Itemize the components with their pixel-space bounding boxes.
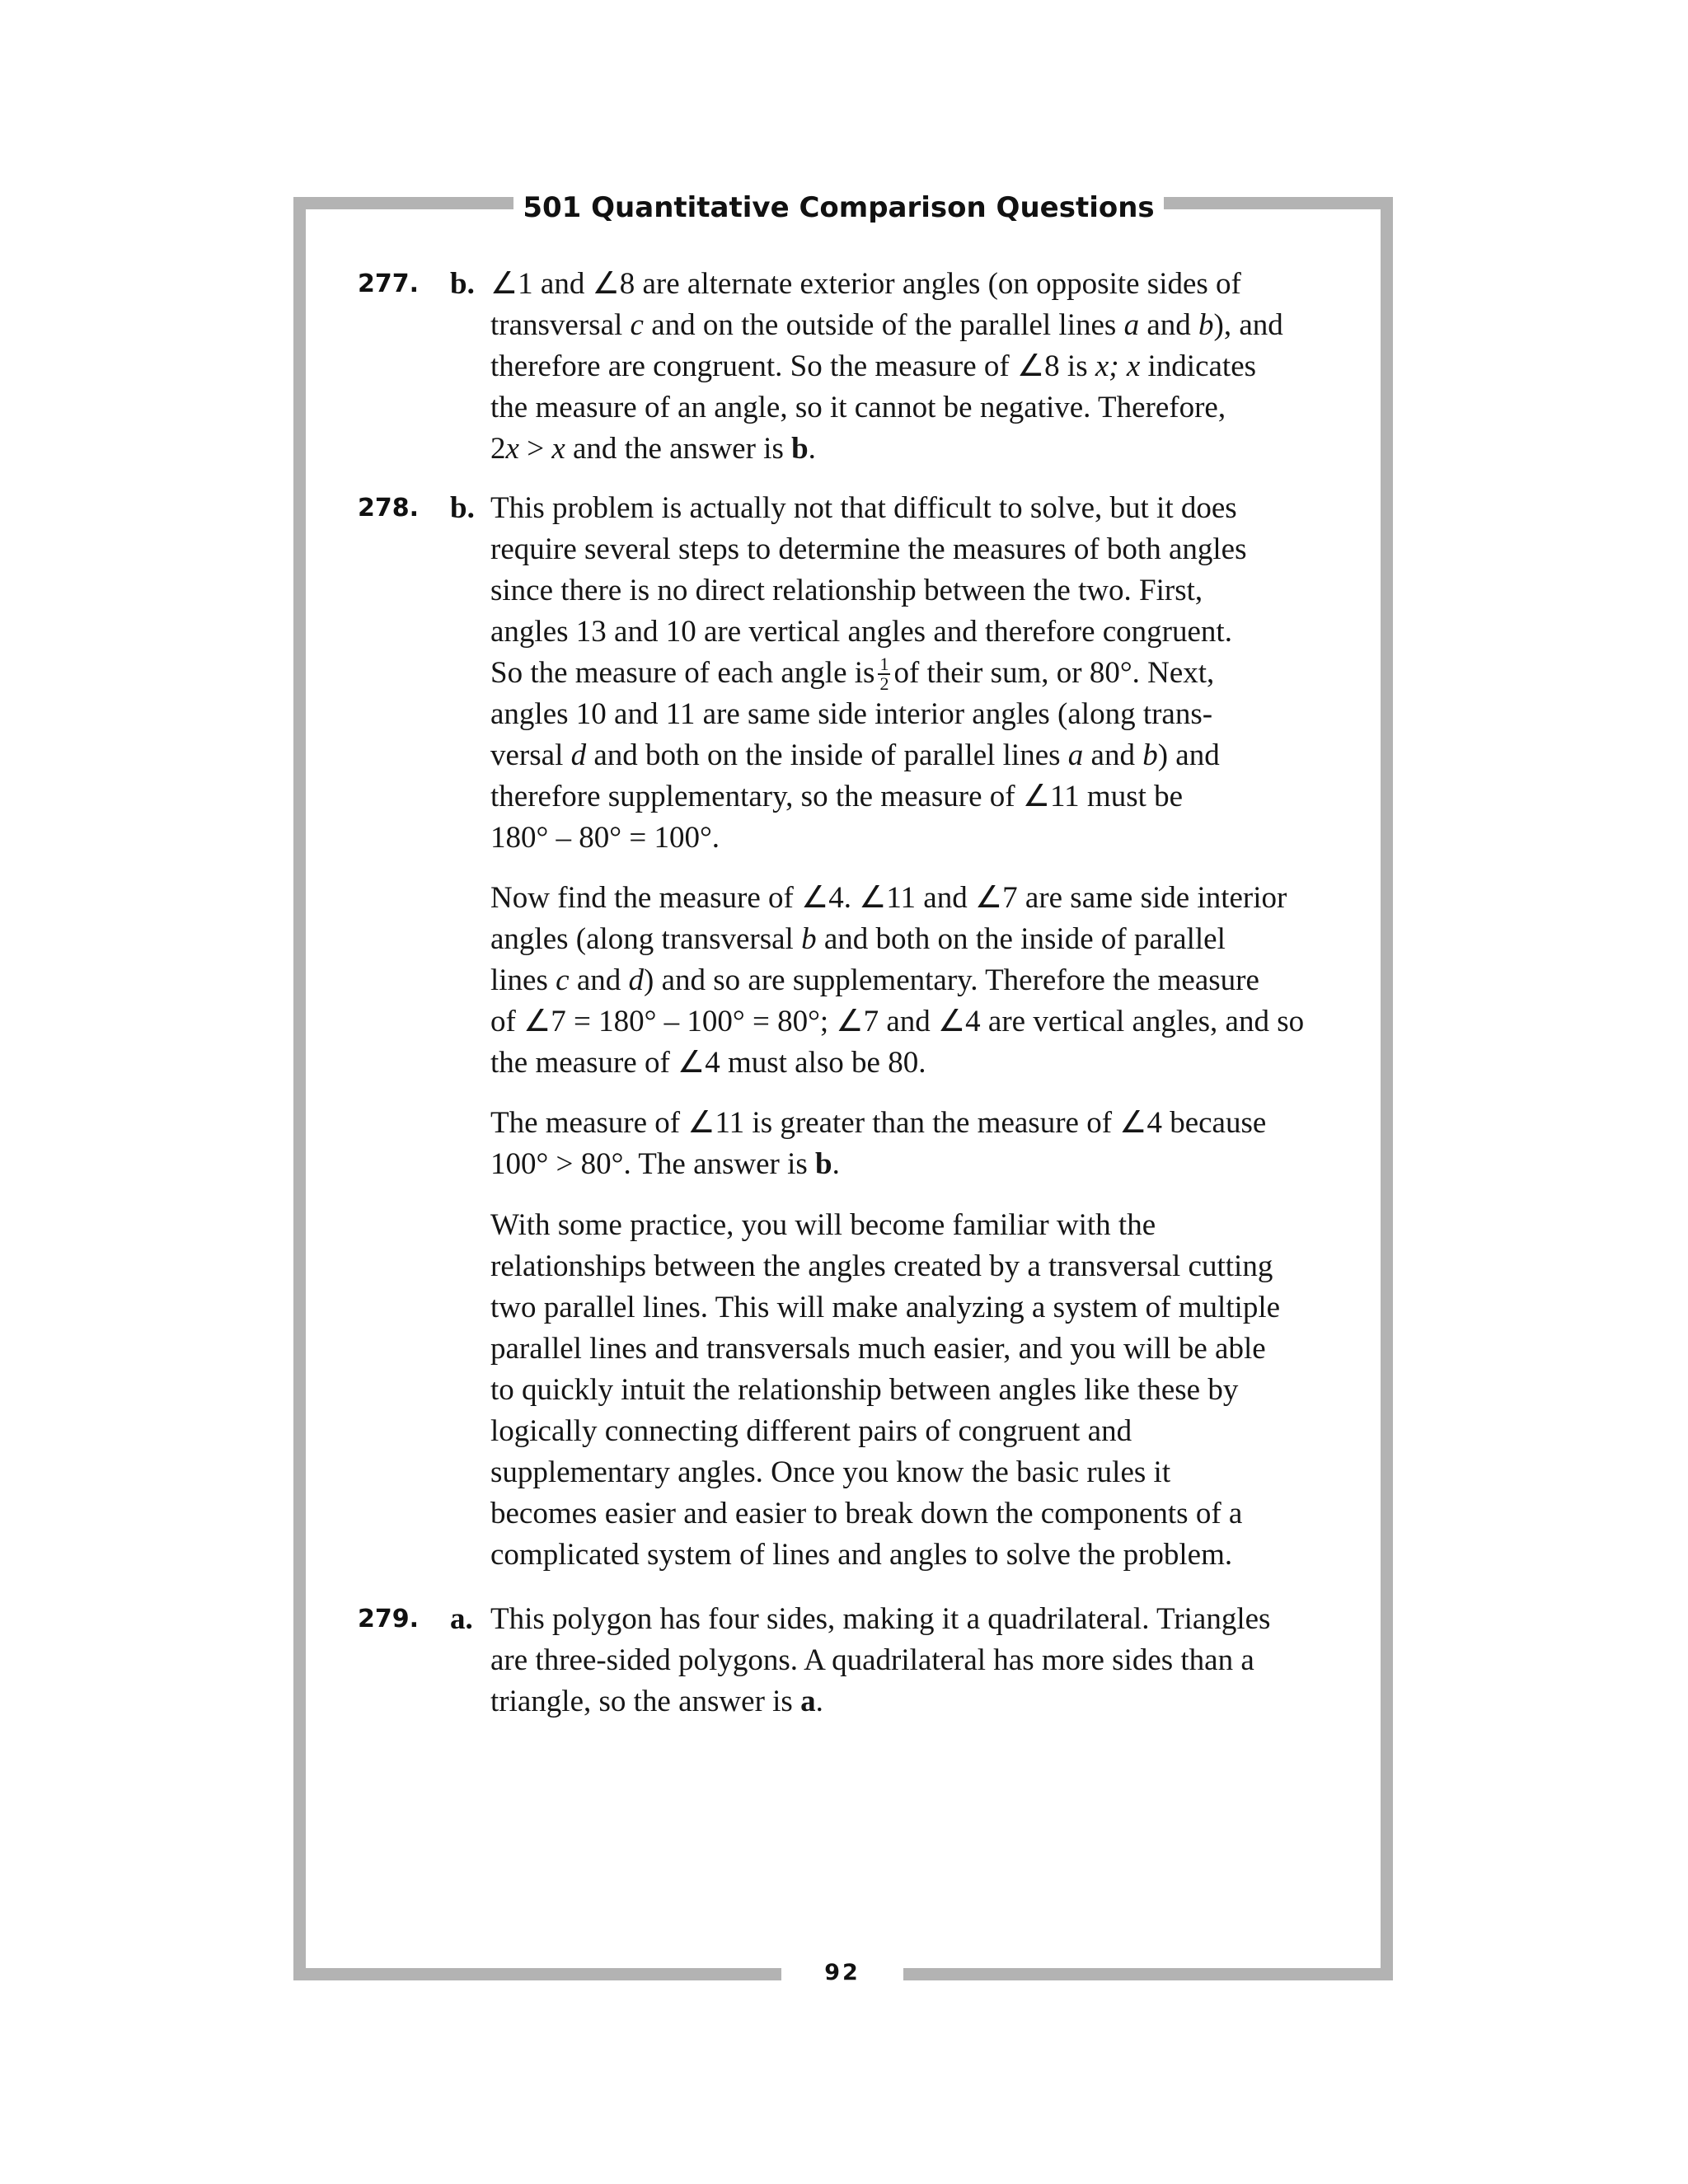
frame-right bbox=[1381, 197, 1393, 1980]
answer-letter-278: b. bbox=[450, 491, 475, 525]
text-line: require several steps to determine the measures of both angles bbox=[490, 532, 1247, 566]
question-number-277: 277. bbox=[358, 269, 420, 298]
frame-bottom-right bbox=[903, 1968, 1393, 1980]
text-line: two parallel lines. This will make analyzing a system of multiple bbox=[490, 1291, 1281, 1324]
text-line: the measure of an angle, so it cannot be negative. Therefore, bbox=[490, 391, 1226, 424]
fraction-one-half: $\frac{1}{2}$ bbox=[879, 654, 889, 694]
frame-left bbox=[293, 197, 306, 1980]
text-line: So the measure of each angle is $\frac{1}{2}$ of their sum, or 80°. Next, bbox=[490, 654, 1215, 694]
text-line: lines c and d) and so are supplementary. Therefore the measure bbox=[490, 963, 1259, 997]
text-line: relationships between the angles created by a transversal cutting bbox=[490, 1249, 1273, 1283]
answer-278-paragraph-1 bbox=[490, 488, 1381, 859]
answer-278-paragraph-2 bbox=[490, 878, 1381, 1084]
text-line: Now find the measure of ∠4. ∠11 and ∠7 are same side interior bbox=[490, 881, 1287, 915]
text-line: supplementary angles. Once you know the basic rules it bbox=[490, 1455, 1171, 1489]
text-line: 2x > x and the answer is b. bbox=[490, 432, 816, 466]
text-line: angles 10 and 11 are same side interior angles (along trans- bbox=[490, 697, 1213, 731]
text-line: since there is no direct relationship between the two. First, bbox=[490, 574, 1203, 607]
answer-letter-277: b. bbox=[450, 267, 475, 301]
text-line: of ∠7 = 180° – 100° = 80°; ∠7 and ∠4 are vertical angles, and so bbox=[490, 1005, 1305, 1038]
text-line: to quickly intuit the relationship between angles like these by bbox=[490, 1373, 1239, 1407]
answer-278-paragraph-4 bbox=[490, 1205, 1381, 1576]
text-line: This polygon has four sides, making it a quadrilateral. Triangles bbox=[490, 1602, 1271, 1636]
question-number-278: 278. bbox=[358, 494, 420, 523]
text-line: With some practice, you will become familiar with the bbox=[490, 1208, 1156, 1242]
text-line: therefore are congruent. So the measure of ∠8 is x; x indicates bbox=[490, 349, 1257, 383]
text-line: The measure of ∠11 is greater than the measure of ∠4 because bbox=[490, 1106, 1267, 1140]
text-line: are three-sided polygons. A quadrilateral has more sides than a bbox=[490, 1643, 1254, 1677]
text-line: triangle, so the answer is a. bbox=[490, 1685, 823, 1718]
text-line: complicated system of lines and angles to solve the problem. bbox=[490, 1538, 1233, 1572]
answer-277-paragraph bbox=[490, 264, 1381, 470]
text-line: logically connecting different pairs of congruent and bbox=[490, 1414, 1132, 1448]
frame-top-left bbox=[293, 197, 513, 209]
text-line: 100° > 80°. The answer is b. bbox=[490, 1147, 840, 1181]
text-line: versal d and both on the inside of parallel lines a and b) and bbox=[490, 738, 1220, 772]
answer-letter-279: a. bbox=[450, 1602, 473, 1636]
text-line: angles 13 and 10 are vertical angles and therefore congruent. bbox=[490, 615, 1232, 649]
frame-bottom-left bbox=[293, 1968, 781, 1980]
page-number: 92 bbox=[824, 1960, 860, 1985]
text-line: transversal c and on the outside of the parallel lines a and b), and bbox=[490, 308, 1283, 342]
text-line: This problem is actually not that difficult to solve, but it does bbox=[490, 491, 1237, 525]
answer-278-paragraph-3 bbox=[490, 1103, 1381, 1185]
running-header: 501 Quantitative Comparison Questions bbox=[523, 191, 1155, 224]
text-line: parallel lines and transversals much easier, and you will be able bbox=[490, 1332, 1266, 1366]
answer-279-paragraph bbox=[490, 1599, 1381, 1722]
text-line: 180° – 80° = 100°. bbox=[490, 821, 720, 855]
text-line: angles (along transversal b and both on the inside of parallel bbox=[490, 922, 1226, 956]
text-line: becomes easier and easier to break down the components of a bbox=[490, 1497, 1243, 1530]
text-line: ∠1 and ∠8 are alternate exterior angles (on opposite sides of bbox=[490, 267, 1241, 301]
frame-top-right bbox=[1164, 197, 1393, 209]
text-line: the measure of ∠4 must also be 80. bbox=[490, 1046, 926, 1080]
question-number-279: 279. bbox=[358, 1605, 420, 1633]
text-line: therefore supplementary, so the measure of ∠11 must be bbox=[490, 780, 1184, 813]
